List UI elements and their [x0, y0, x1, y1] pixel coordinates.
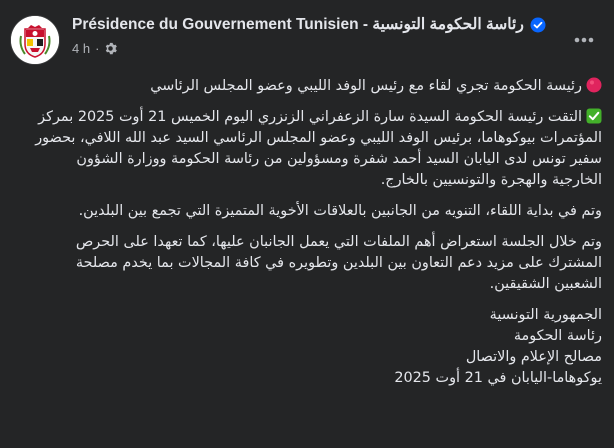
verified-badge-icon	[530, 17, 546, 33]
post-meta	[72, 41, 117, 56]
meta-separator: ·	[95, 41, 100, 56]
red-circle-icon	[586, 77, 602, 93]
page-avatar[interactable]	[10, 15, 60, 65]
tunisia-emblem-icon	[11, 16, 59, 64]
post-timestamp[interactable]: 4 h	[72, 41, 91, 56]
page-name-text[interactable]: Présidence du Gouvernement Tunisien - رئاسة الحكومة التونسية	[72, 16, 524, 33]
post-paragraph-1	[26, 107, 602, 191]
post-headline-line	[26, 76, 602, 97]
post-paragraph-2: وتم في بداية اللقاء، التنويه من الجانبين بالعلاقات الأخوية المتميزة التي تجمع بين البلدين.	[78, 203, 602, 219]
check-mark-icon	[586, 108, 602, 124]
post-headline: رئيسة الحكومة تجري لقاء مع رئيس الوفد الليبي وعضو المجلس الرئاسي	[150, 78, 582, 94]
signature-line: الجمهورية التونسية	[489, 307, 602, 323]
post-paragraph-3: وتم خلال الجلسة استعراض أهم الملفات التي يعمل الجانبان عليها، كما تعهدا على الحرص المشترك على مزيد دعم التعاون بين البلدين وتطويره في كافة المجالات بما يخدم مصلحة الشعبين الشقيقين.	[75, 234, 602, 292]
more-horizontal-icon	[574, 37, 594, 43]
signature-line: رئاسة الحكومة	[513, 328, 602, 344]
post-signature	[26, 305, 602, 389]
gear-icon	[104, 42, 117, 55]
post-header	[0, 0, 614, 72]
post-paragraph-1-text: التقت رئيسة الحكومة السيدة سارة الزعفراني الزنزري اليوم الخميس 21 أوت 2025 بمركز المؤتمرات بيوكوهاما، برئيس الوفد الليبي وعضو المجلس الرئاسي السيد عبد الله اللافي، بحضور سفير تونس لدى اليابان السيد أحمد شفرة ومسؤولين من رئاسة الحكومة ووزارة الشؤون الخارجية والهجرة والتونسيين بالخارج.	[35, 109, 602, 188]
page-name[interactable]	[72, 15, 552, 34]
post-body	[26, 76, 602, 389]
signature-line: مصالح الإعلام والاتصال	[465, 349, 602, 365]
more-options-button[interactable]	[568, 24, 600, 56]
signature-line: يوكوهاما-اليابان في 21 أوت 2025	[394, 370, 602, 386]
